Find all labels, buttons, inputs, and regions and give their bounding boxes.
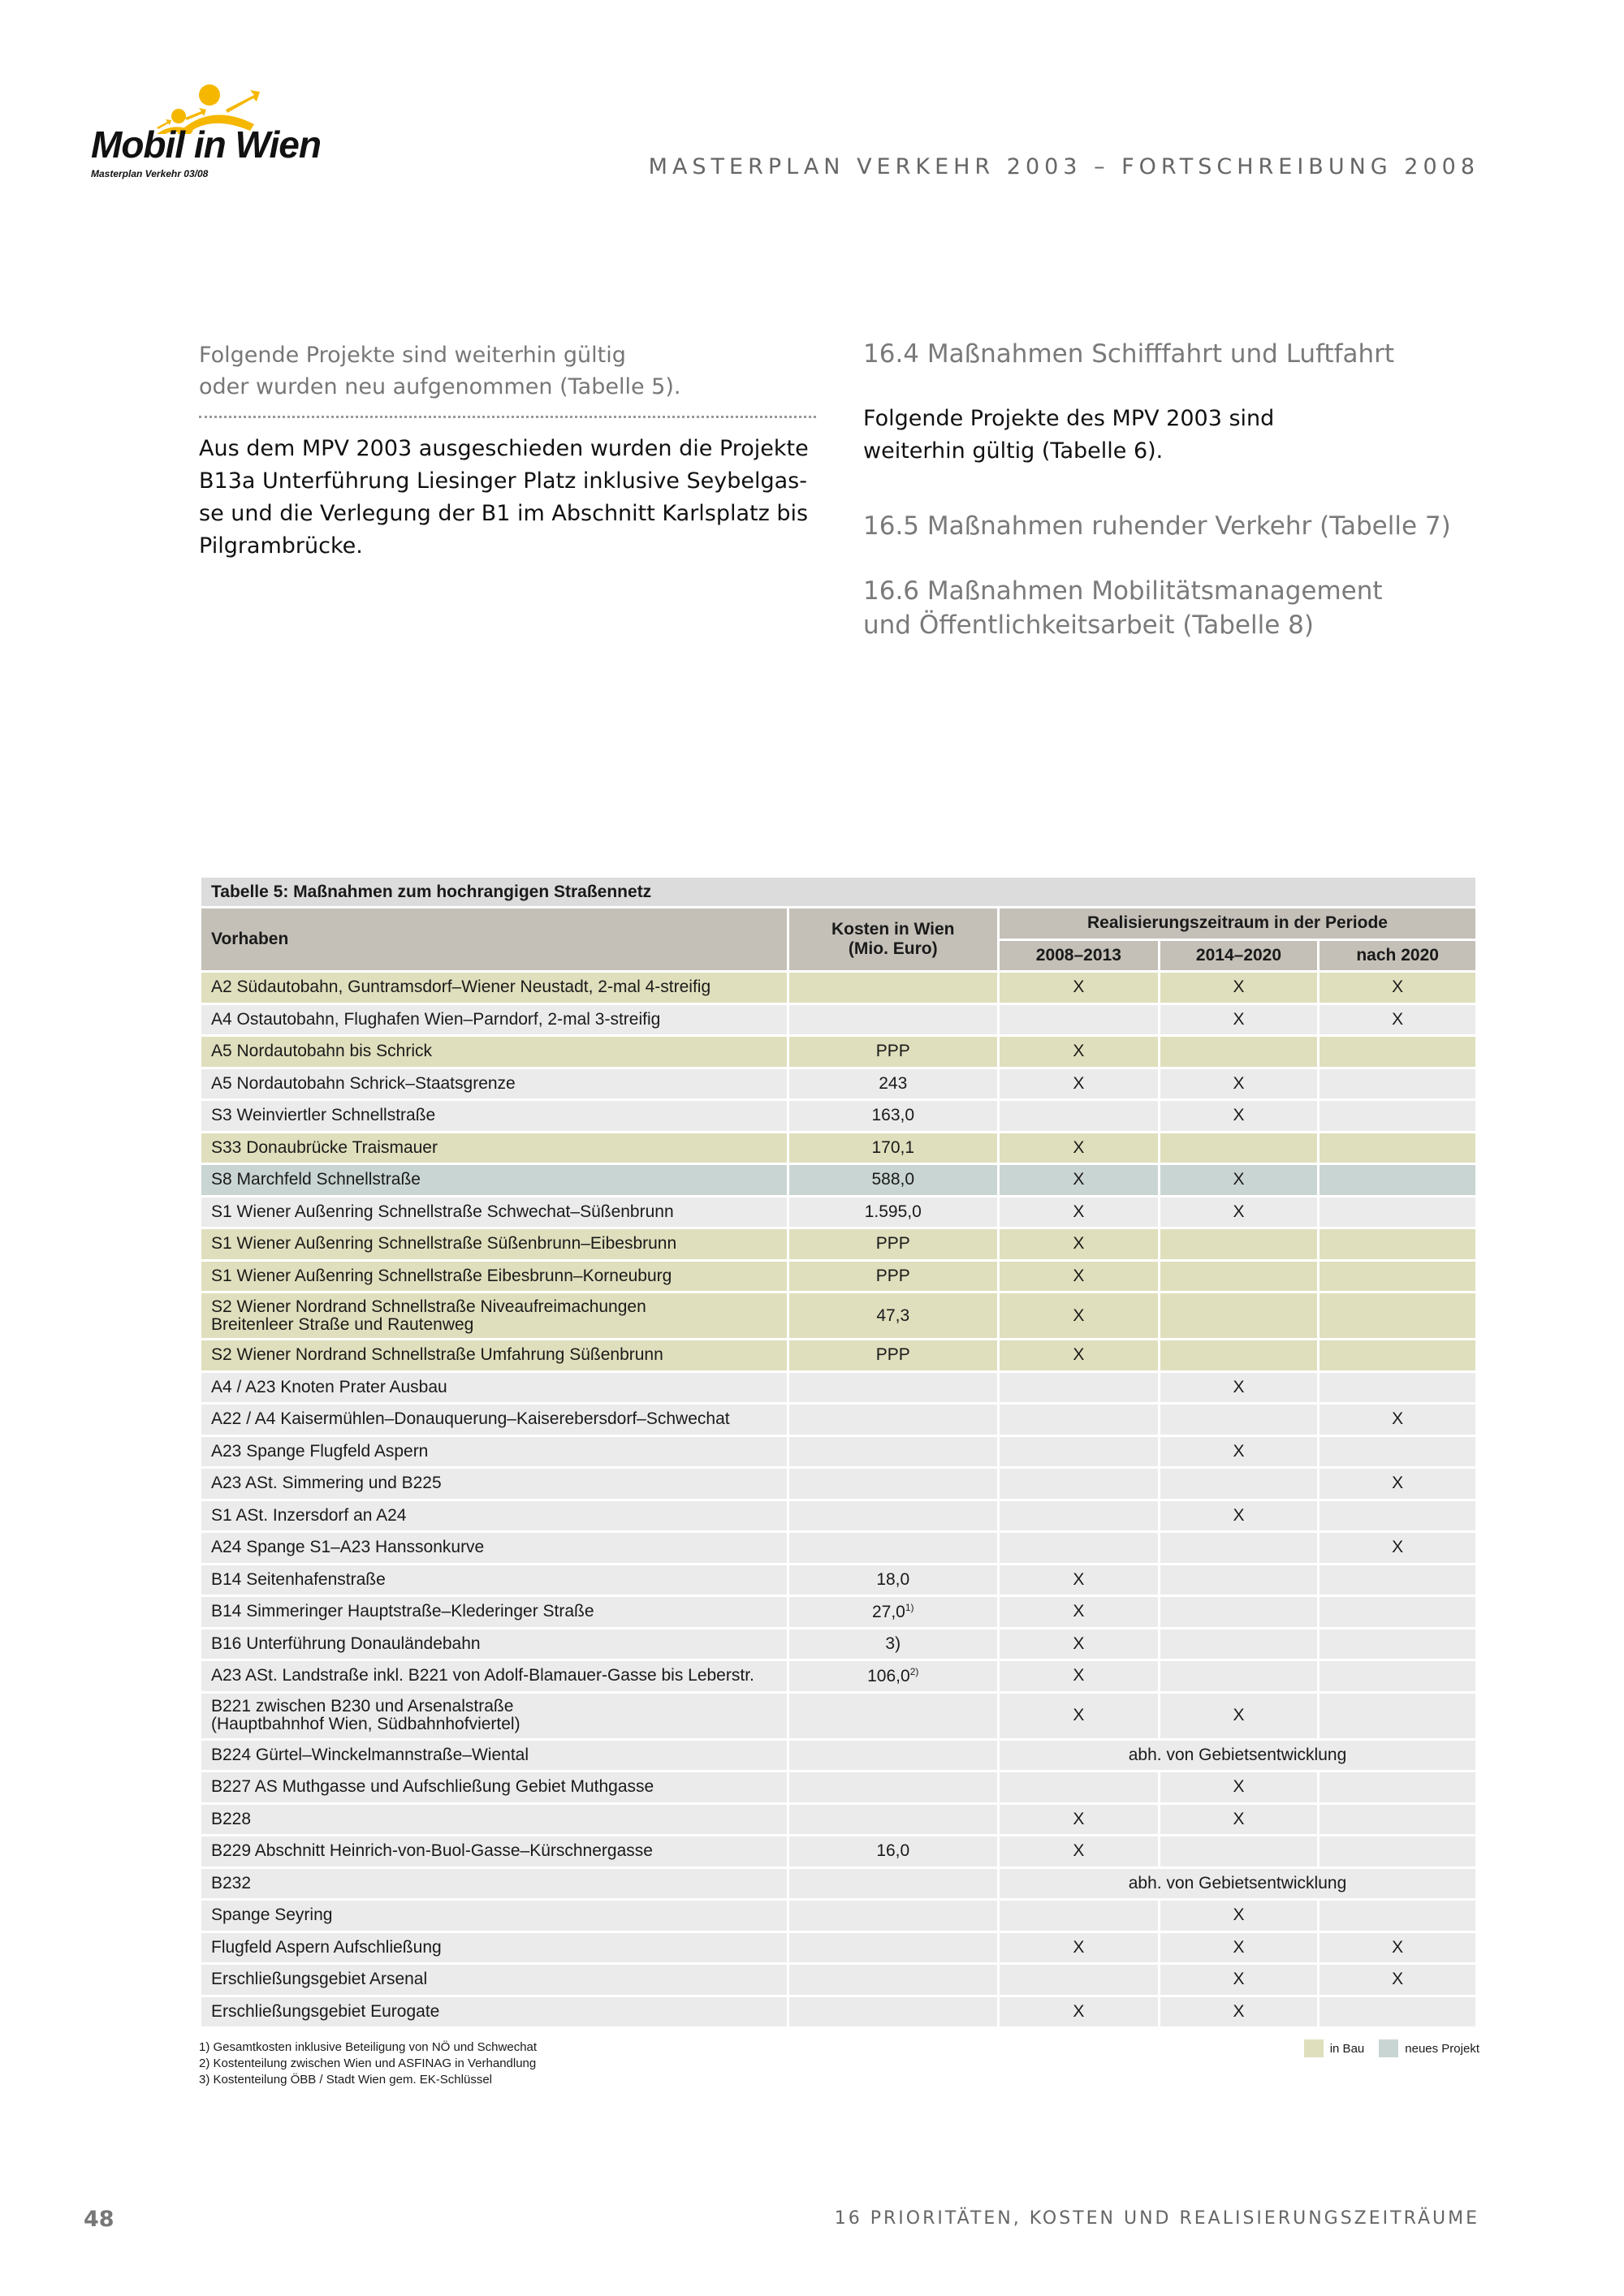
cell-kosten xyxy=(788,1228,999,1261)
cell-period-3 xyxy=(1319,1836,1477,1868)
table-row xyxy=(201,1435,1477,1468)
cell-kosten xyxy=(788,1068,999,1100)
cell-period-2: X xyxy=(1159,1068,1319,1100)
cell-period-3 xyxy=(1319,1371,1477,1404)
cell-kosten xyxy=(788,1900,999,1932)
table-row xyxy=(201,1164,1477,1197)
legend-label-neu: neues Projekt xyxy=(1405,2041,1479,2056)
table-row xyxy=(201,1003,1477,1036)
vorhaben-text: A4 Ostautobahn, Flughafen Wien–Parndorf, 2-mal 3-streifig xyxy=(211,1009,661,1029)
body-line: Folgende Projekte des MPV 2003 sind xyxy=(863,406,1275,431)
col-header-kosten xyxy=(788,908,999,972)
cell-period-span: abh. von Gebietsentwicklung xyxy=(999,1739,1477,1772)
table-row xyxy=(201,1931,1477,1964)
col-header-period-3: nach 2020 xyxy=(1319,939,1477,972)
heading-16-4: 16.4 Maßnahmen Schifffahrt und Luftfahrt xyxy=(863,339,1395,369)
footnote: 2) Kostenteilung zwischen Wien und ASFINAG in Verhandlung xyxy=(199,2056,537,2070)
cell-period-1 xyxy=(999,1371,1160,1404)
cell-vorhaben xyxy=(201,1228,788,1261)
table-row xyxy=(201,1596,1477,1629)
vorhaben-text: B221 zwischen B230 und Arsenalstraße xyxy=(211,1697,514,1716)
cell-vorhaben xyxy=(201,1900,788,1932)
body-line: se und die Verlegung der B1 im Abschnitt Karlsplatz bis xyxy=(199,501,809,526)
lead-line: oder wurden neu aufgenommen (Tabelle 5). xyxy=(199,374,681,399)
table-row xyxy=(201,1036,1477,1068)
cell-period-1 xyxy=(999,1003,1160,1036)
cell-period-3 xyxy=(1319,1772,1477,1804)
footnote: 1) Gesamtkosten inklusive Beteiligung von NÖ und Schwechat xyxy=(199,2040,538,2054)
cell-period-1: X xyxy=(999,1564,1160,1596)
table-row xyxy=(201,1260,1477,1293)
chapter-footer: 16 PRIORITÄTEN, KOSTEN UND REALISIERUNGSZEITRÄUME xyxy=(834,2208,1479,2229)
vorhaben-text: S1 Wiener Außenring Schnellstraße Eibesbrunn–Korneuburg xyxy=(211,1266,672,1285)
logo-subtitle: Masterplan Verkehr 03/08 xyxy=(91,168,209,179)
cell-kosten xyxy=(788,1340,999,1372)
vorhaben-text: Flugfeld Aspern Aufschließung xyxy=(211,1937,442,1957)
table-row xyxy=(201,1100,1477,1133)
cell-kosten xyxy=(788,1996,999,2028)
cell-period-1 xyxy=(999,1900,1160,1932)
vorhaben-text: S2 Wiener Nordrand Schnellstraße Umfahrung Süßenbrunn xyxy=(211,1345,663,1365)
cell-period-2: X xyxy=(1159,1803,1319,1836)
table-row xyxy=(201,1660,1477,1693)
footnote-ref: 2) xyxy=(909,1665,919,1677)
cell-period-2: X xyxy=(1159,1692,1319,1739)
cell-period-3: X xyxy=(1319,1931,1477,1964)
cell-period-2 xyxy=(1159,1836,1319,1868)
table-row xyxy=(201,972,1477,1004)
header-line: (Mio. Euro) xyxy=(848,939,938,958)
cell-period-1: X xyxy=(999,1340,1160,1372)
kosten-value: 1.595,0 xyxy=(864,1202,922,1221)
cell-period-2 xyxy=(1159,1132,1319,1164)
cell-period-1: X xyxy=(999,972,1160,1004)
cell-period-2 xyxy=(1159,1468,1319,1500)
cell-period-2: X xyxy=(1159,1196,1319,1228)
table-row xyxy=(201,1228,1477,1261)
cell-period-3 xyxy=(1319,1100,1477,1133)
legend-swatch-bau xyxy=(1304,2039,1324,2057)
cell-period-1 xyxy=(999,1964,1160,1996)
table-row xyxy=(201,1996,1477,2028)
cell-period-1: X xyxy=(999,1692,1160,1739)
cell-period-2: X xyxy=(1159,1003,1319,1036)
vorhaben-text: A4 / A23 Knoten Prater Ausbau xyxy=(211,1377,447,1396)
cell-period-3: X xyxy=(1319,1964,1477,1996)
table-row xyxy=(201,1196,1477,1228)
footnotes xyxy=(199,2039,537,2088)
kosten-value: PPP xyxy=(875,1234,910,1254)
vorhaben-text: S1 ASt. Inzersdorf an A24 xyxy=(211,1505,407,1525)
cell-kosten xyxy=(788,972,999,1004)
cell-kosten xyxy=(788,1100,999,1133)
col-header-period: Realisierungszeitraum in der Periode xyxy=(999,908,1477,940)
cell-period-2 xyxy=(1159,1260,1319,1293)
vorhaben-text: B229 Abschnitt Heinrich-von-Buol-Gasse–Kürschnergasse xyxy=(211,1841,653,1861)
body-line: Pilgrambrücke. xyxy=(199,533,363,559)
cell-vorhaben xyxy=(201,1772,788,1804)
vorhaben-text: (Hauptbahnhof Wien, Südbahnhofviertel) xyxy=(211,1715,520,1733)
cell-period-1: X xyxy=(999,1931,1160,1964)
cell-vorhaben xyxy=(201,1532,788,1564)
vorhaben-text: B14 Seitenhafenstraße xyxy=(211,1569,386,1589)
cell-kosten xyxy=(788,1739,999,1772)
cell-kosten xyxy=(788,1660,999,1693)
cell-period-2 xyxy=(1159,1228,1319,1261)
cell-period-2 xyxy=(1159,1532,1319,1564)
cell-kosten xyxy=(788,1803,999,1836)
table-title: Tabelle 5: Maßnahmen zum hochrangigen Straßennetz xyxy=(201,877,1477,908)
cell-period-2: X xyxy=(1159,1164,1319,1197)
table-row xyxy=(201,1867,1477,1900)
cell-period-2 xyxy=(1159,1293,1319,1340)
vorhaben-text: B224 Gürtel–Winckelmannstraße–Wiental xyxy=(211,1745,529,1764)
vorhaben-text: B227 AS Muthgasse und Aufschließung Gebiet Muthgasse xyxy=(211,1777,654,1797)
cell-kosten xyxy=(788,1371,999,1404)
table-row xyxy=(201,1132,1477,1164)
cell-period-2: X xyxy=(1159,1772,1319,1804)
cell-kosten xyxy=(788,1867,999,1900)
cell-kosten xyxy=(788,1260,999,1293)
cell-period-3 xyxy=(1319,1435,1477,1468)
cell-period-1: X xyxy=(999,1803,1160,1836)
table-row xyxy=(201,1340,1477,1372)
vorhaben-text: B16 Unterführung Donauländebahn xyxy=(211,1634,481,1653)
cell-period-3 xyxy=(1319,1500,1477,1532)
kosten-value: 47,3 xyxy=(876,1306,910,1325)
cell-period-3: X xyxy=(1319,972,1477,1004)
col-header-period-1: 2008–2013 xyxy=(999,939,1160,972)
cell-kosten xyxy=(788,1596,999,1629)
cell-period-3 xyxy=(1319,1660,1477,1693)
cell-period-span: abh. von Gebietsentwicklung xyxy=(999,1867,1477,1900)
table-row xyxy=(201,1836,1477,1868)
cell-period-3 xyxy=(1319,1036,1477,1068)
vorhaben-text: B232 xyxy=(211,1873,252,1892)
cell-vorhaben xyxy=(201,1660,788,1693)
table-row xyxy=(201,1068,1477,1100)
cell-period-3: X xyxy=(1319,1404,1477,1436)
cell-period-3 xyxy=(1319,1803,1477,1836)
legend xyxy=(1304,2039,1479,2057)
cell-vorhaben xyxy=(201,1692,788,1739)
divider xyxy=(199,416,816,418)
vorhaben-text: S33 Donaubrücke Traismauer xyxy=(211,1137,438,1157)
cell-period-1: X xyxy=(999,1293,1160,1340)
vorhaben-text: Erschließungsgebiet Eurogate xyxy=(211,2001,440,2021)
cell-vorhaben xyxy=(201,1435,788,1468)
cell-kosten xyxy=(788,1468,999,1500)
table-row xyxy=(201,1564,1477,1596)
kosten-value: 163,0 xyxy=(871,1106,915,1125)
cell-kosten xyxy=(788,1628,999,1660)
kosten-value: 16,0 xyxy=(876,1841,910,1861)
cell-period-1: X xyxy=(999,1068,1160,1100)
cell-vorhaben xyxy=(201,1964,788,1996)
cell-period-1 xyxy=(999,1772,1160,1804)
cell-vorhaben xyxy=(201,1036,788,1068)
cell-period-3 xyxy=(1319,1564,1477,1596)
vorhaben-text: S1 Wiener Außenring Schnellstraße Schwechat–Süßenbrunn xyxy=(211,1202,674,1221)
cell-period-3 xyxy=(1319,1293,1477,1340)
heading-line: 16.6 Maßnahmen Mobilitätsmanagement xyxy=(863,576,1383,606)
cell-period-2: X xyxy=(1159,1964,1319,1996)
cell-vorhaben xyxy=(201,1931,788,1964)
cell-period-3: X xyxy=(1319,1468,1477,1500)
cell-period-1: X xyxy=(999,1228,1160,1261)
vorhaben-text: A23 ASt. Simmering und B225 xyxy=(211,1474,442,1493)
cell-kosten xyxy=(788,1293,999,1340)
vorhaben-text: B228 xyxy=(211,1809,252,1828)
cell-kosten xyxy=(788,1836,999,1868)
kosten-value: 170,1 xyxy=(871,1137,915,1157)
kosten-value: 27,0 xyxy=(871,1602,905,1621)
cell-period-1: X xyxy=(999,1036,1160,1068)
cell-period-1: X xyxy=(999,1836,1160,1868)
cell-period-3 xyxy=(1319,1692,1477,1739)
table-row xyxy=(201,1739,1477,1772)
header-line: Kosten in Wien xyxy=(831,920,955,939)
vorhaben-text: A5 Nordautobahn Schrick–Staatsgrenze xyxy=(211,1073,516,1093)
legend-swatch-neu xyxy=(1379,2039,1398,2057)
heading-16-5: 16.5 Maßnahmen ruhender Verkehr (Tabelle 7) xyxy=(863,511,1451,541)
cell-period-2 xyxy=(1159,1660,1319,1693)
cell-vorhaben xyxy=(201,1739,788,1772)
vorhaben-text: S3 Weinviertler Schnellstraße xyxy=(211,1106,436,1125)
cell-period-1: X xyxy=(999,1260,1160,1293)
vorhaben-text: A23 ASt. Landstraße inkl. B221 von Adolf-Blamauer-Gasse bis Leberstr. xyxy=(211,1666,754,1685)
vorhaben-text: S8 Marchfeld Schnellstraße xyxy=(211,1170,421,1189)
vorhaben-text: Spange Seyring xyxy=(211,1905,333,1925)
cell-period-1 xyxy=(999,1532,1160,1564)
cell-vorhaben xyxy=(201,1340,788,1372)
cell-period-1: X xyxy=(999,1996,1160,2028)
page-number: 48 xyxy=(84,2207,114,2232)
kosten-value: 588,0 xyxy=(871,1170,915,1189)
vorhaben-text: A5 Nordautobahn bis Schrick xyxy=(211,1042,432,1061)
cell-period-1 xyxy=(999,1468,1160,1500)
cell-period-2 xyxy=(1159,1564,1319,1596)
cell-period-1: X xyxy=(999,1132,1160,1164)
cell-kosten xyxy=(788,1132,999,1164)
cell-vorhaben xyxy=(201,1260,788,1293)
cell-period-3 xyxy=(1319,1996,1477,2028)
cell-period-2: X xyxy=(1159,1500,1319,1532)
table-row xyxy=(201,1964,1477,1996)
vorhaben-text: A24 Spange S1–A23 Hanssonkurve xyxy=(211,1538,485,1557)
cell-period-3 xyxy=(1319,1132,1477,1164)
kosten-value: 18,0 xyxy=(876,1569,910,1589)
cell-period-1 xyxy=(999,1404,1160,1436)
cell-period-2 xyxy=(1159,1596,1319,1629)
cell-vorhaben xyxy=(201,1164,788,1197)
cell-period-2: X xyxy=(1159,972,1319,1004)
cell-period-2: X xyxy=(1159,1900,1319,1932)
cell-vorhaben xyxy=(201,1371,788,1404)
table-row xyxy=(201,1803,1477,1836)
cell-kosten xyxy=(788,1003,999,1036)
cell-period-1 xyxy=(999,1500,1160,1532)
cell-period-2: X xyxy=(1159,1435,1319,1468)
footnote-ref: 1) xyxy=(905,1601,914,1613)
cell-period-3: X xyxy=(1319,1003,1477,1036)
cell-period-3 xyxy=(1319,1900,1477,1932)
lead-line: Folgende Projekte sind weiterhin gültig xyxy=(199,343,626,368)
cell-kosten xyxy=(788,1931,999,1964)
intro-body xyxy=(199,433,809,563)
body-line: weiterhin gültig (Tabelle 6). xyxy=(863,438,1164,464)
cell-vorhaben xyxy=(201,1132,788,1164)
cell-period-3 xyxy=(1319,1164,1477,1197)
cell-vorhaben xyxy=(201,1996,788,2028)
cell-vorhaben xyxy=(201,1068,788,1100)
table-row xyxy=(201,1692,1477,1739)
vorhaben-text: A23 Spange Flugfeld Aspern xyxy=(211,1441,429,1461)
cell-period-1 xyxy=(999,1435,1160,1468)
section-16-4-body xyxy=(863,403,1274,468)
cell-period-2: X xyxy=(1159,1371,1319,1404)
table-row xyxy=(201,1900,1477,1932)
logo-wordmark: Mobil in Wien xyxy=(91,123,321,166)
cell-kosten xyxy=(788,1164,999,1197)
table-row xyxy=(201,1468,1477,1500)
cell-period-1: X xyxy=(999,1164,1160,1197)
cell-period-1: X xyxy=(999,1660,1160,1693)
cell-kosten xyxy=(788,1036,999,1068)
cell-vorhaben xyxy=(201,1596,788,1629)
cell-period-2 xyxy=(1159,1340,1319,1372)
cell-kosten xyxy=(788,1532,999,1564)
cell-period-1 xyxy=(999,1100,1160,1133)
vorhaben-text: S1 Wiener Außenring Schnellstraße Süßenbrunn–Eibesbrunn xyxy=(211,1234,677,1254)
cell-kosten xyxy=(788,1772,999,1804)
cell-period-3: X xyxy=(1319,1532,1477,1564)
cell-period-1: X xyxy=(999,1628,1160,1660)
table-row xyxy=(201,1371,1477,1404)
cell-vorhaben xyxy=(201,1196,788,1228)
vorhaben-text: B14 Simmeringer Hauptstraße–Klederinger Straße xyxy=(211,1602,594,1621)
kosten-value: PPP xyxy=(875,1042,910,1061)
cell-period-2: X xyxy=(1159,1931,1319,1964)
running-header: MASTERPLAN VERKEHR 2003 – FORTSCHREIBUNG 2008 xyxy=(648,154,1479,179)
cell-vorhaben xyxy=(201,1836,788,1868)
heading-line: und Öffentlichkeitsarbeit (Tabelle 8) xyxy=(863,611,1314,640)
vorhaben-text: A2 Südautobahn, Guntramsdorf–Wiener Neustadt, 2-mal 4-streifig xyxy=(211,978,711,997)
cell-vorhaben xyxy=(201,1628,788,1660)
cell-vorhaben xyxy=(201,1404,788,1436)
vorhaben-text: A22 / A4 Kaisermühlen–Donauquerung–Kaiserebersdorf–Schwechat xyxy=(211,1409,730,1429)
cell-vorhaben xyxy=(201,1003,788,1036)
cell-kosten xyxy=(788,1964,999,1996)
cell-vorhaben xyxy=(201,1100,788,1133)
cell-period-3 xyxy=(1319,1228,1477,1261)
table-row xyxy=(201,1532,1477,1564)
cell-kosten xyxy=(788,1435,999,1468)
footnote: 3) Kostenteilung ÖBB / Stadt Wien gem. EK-Schlüssel xyxy=(199,2073,493,2087)
kosten-value: 106,0 xyxy=(867,1666,910,1685)
cell-vorhaben xyxy=(201,1468,788,1500)
cell-period-3 xyxy=(1319,1068,1477,1100)
table-row xyxy=(201,1772,1477,1804)
cell-period-3 xyxy=(1319,1628,1477,1660)
measures-table xyxy=(199,875,1478,2029)
cell-kosten xyxy=(788,1692,999,1739)
cell-period-1: X xyxy=(999,1196,1160,1228)
cell-period-3 xyxy=(1319,1196,1477,1228)
col-header-period-2: 2014–2020 xyxy=(1159,939,1319,972)
cell-vorhaben xyxy=(201,972,788,1004)
cell-period-2 xyxy=(1159,1628,1319,1660)
cell-vorhaben xyxy=(201,1564,788,1596)
cell-vorhaben xyxy=(201,1803,788,1836)
cell-period-3 xyxy=(1319,1596,1477,1629)
kosten-value: PPP xyxy=(875,1266,910,1285)
cell-vorhaben xyxy=(201,1500,788,1532)
cell-period-1: X xyxy=(999,1596,1160,1629)
logo xyxy=(88,77,331,183)
cell-vorhaben xyxy=(201,1293,788,1340)
vorhaben-text: Breitenleer Straße und Rautenweg xyxy=(211,1314,474,1334)
body-line: Aus dem MPV 2003 ausgeschieden wurden die Projekte xyxy=(199,436,809,461)
table-row xyxy=(201,1404,1477,1436)
kosten-value: PPP xyxy=(875,1345,910,1365)
cell-period-2: X xyxy=(1159,1100,1319,1133)
intro-lead xyxy=(199,339,680,403)
kosten-value: 243 xyxy=(879,1073,908,1093)
table-row xyxy=(201,1293,1477,1340)
cell-vorhaben xyxy=(201,1867,788,1900)
body-line: B13a Unterführung Liesinger Platz inklusive Seybelgas- xyxy=(199,468,807,494)
legend-label-bau: in Bau xyxy=(1329,2041,1365,2056)
cell-period-3 xyxy=(1319,1260,1477,1293)
heading-16-6 xyxy=(863,574,1383,642)
cell-period-2 xyxy=(1159,1036,1319,1068)
vorhaben-text: S2 Wiener Nordrand Schnellstraße Niveaufreimachungen xyxy=(211,1297,646,1316)
cell-kosten xyxy=(788,1500,999,1532)
kosten-value: 3) xyxy=(885,1634,901,1653)
col-header-vorhaben: Vorhaben xyxy=(201,908,788,972)
cell-period-2: X xyxy=(1159,1996,1319,2028)
vorhaben-text: Erschließungsgebiet Arsenal xyxy=(211,1970,428,1989)
cell-kosten xyxy=(788,1564,999,1596)
cell-period-3 xyxy=(1319,1340,1477,1372)
cell-period-2 xyxy=(1159,1404,1319,1436)
table-row xyxy=(201,1500,1477,1532)
cell-kosten xyxy=(788,1404,999,1436)
cell-kosten xyxy=(788,1196,999,1228)
table-row xyxy=(201,1628,1477,1660)
